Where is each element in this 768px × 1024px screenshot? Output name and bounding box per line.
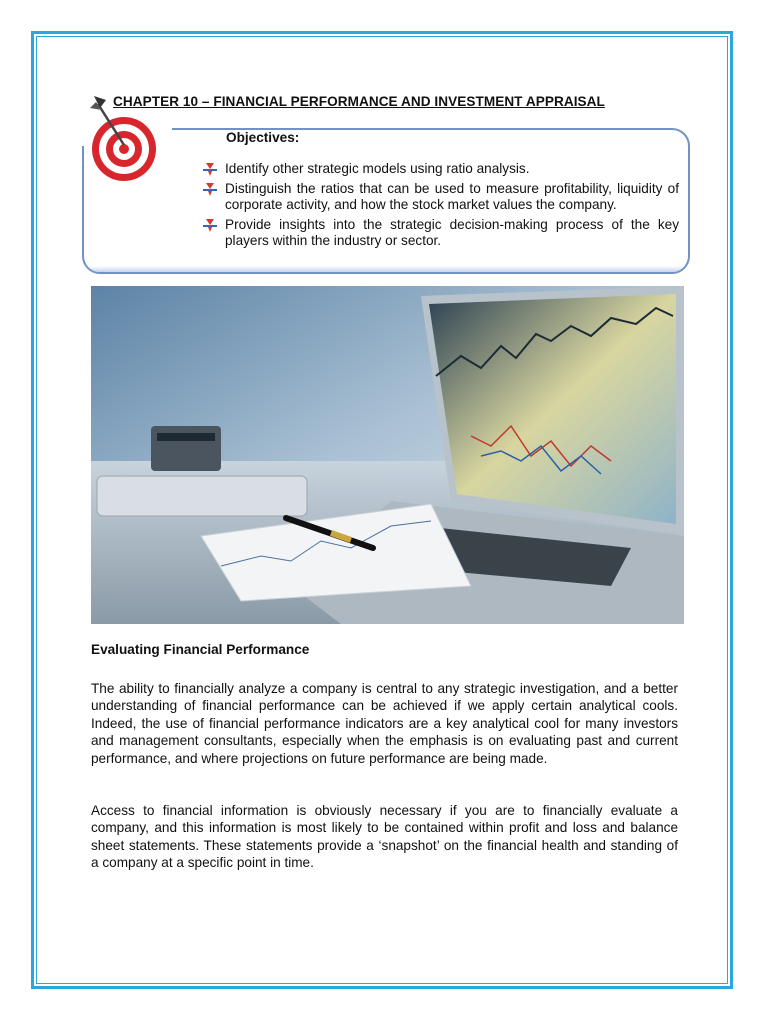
objective-item — [203, 161, 679, 178]
objective-item — [203, 217, 679, 250]
body-paragraph: Access to financial information is obviously necessary if you are to financially evaluate a company, and this information is most likely to be contained within profit and loss and balance sheet statements. These statements provide a ‘snapshot’ on the financial health and standing of a company at a specific point in time. — [91, 803, 678, 871]
laptop-financial-chart-photo — [91, 286, 684, 624]
objective-text: Identify other strategic models using ratio analysis. — [225, 161, 530, 176]
bullet-arrow-icon — [203, 181, 225, 197]
bullet-arrow-icon — [203, 217, 225, 233]
objective-text: Distinguish the ratios that can be used to measure profitability, liquidity of corporate activity, and how the stock market values the company. — [225, 180, 679, 213]
objective-item — [203, 181, 679, 214]
objective-text: Provide insights into the strategic decision-making process of the key players within the industry or sector. — [225, 216, 679, 249]
bullet-arrow-icon — [203, 161, 225, 177]
body-paragraph: The ability to financially analyze a company is central to any strategic investigation, and a better understanding of financial performance can be achieved if we apply certain analytical cools. Indeed, the use of financial performance indicators are a key analytical cool for many investors and management consultants, especially when the emphasis is on evaluating past and current performance, and where projections on future performance are being made. — [91, 681, 678, 766]
section-heading: Evaluating Financial Performance — [91, 642, 310, 657]
chapter-title: CHAPTER 10 – FINANCIAL PERFORMANCE AND INVESTMENT APPRAISAL — [113, 94, 605, 109]
objectives-heading: Objectives: — [226, 130, 300, 145]
objectives-list — [203, 161, 679, 253]
